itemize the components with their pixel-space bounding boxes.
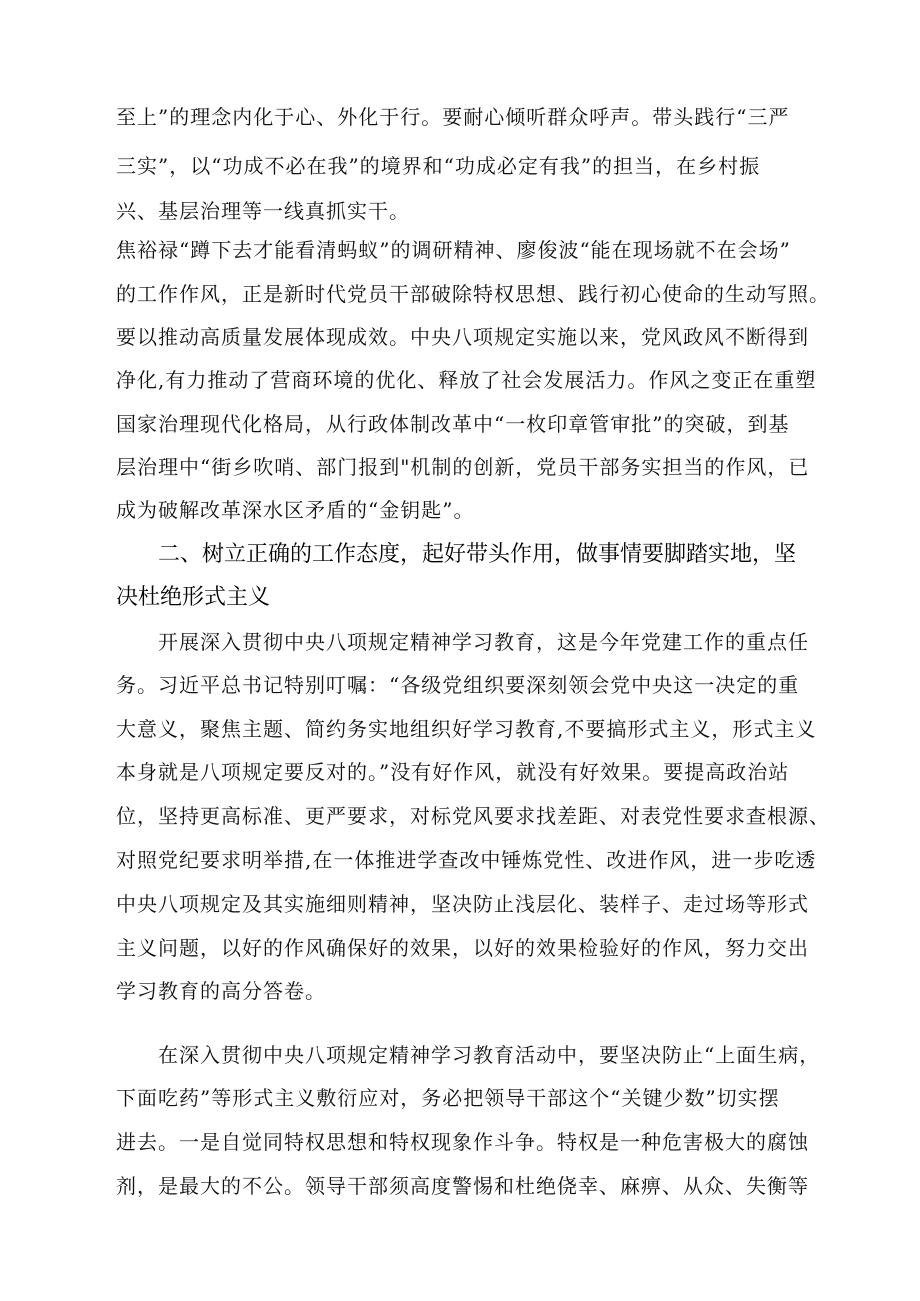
paragraph-line: 学习教育的高分答卷。: [116, 979, 326, 1003]
paragraph-line: 要以推动高质量发展体现成效。中央八项规定实施以来，党风政风不断得到: [116, 325, 809, 349]
paragraph-line: 中央八项规定及其实施细则精神，坚决防止浅层化、装样子、走过场等形式: [116, 892, 809, 916]
paragraph-line: 净化,有力推动了营商环境的优化、释放了社会发展活力。作风之变正在重塑: [116, 368, 817, 392]
paragraph-line: 位，坚持更高标准、更严要求，对标党风要求找差距、对表党性要求查根源、: [116, 804, 830, 828]
paragraph-line: 的工作作风，正是新时代党员干部破除特权思想、践行初心使命的生动写照。: [116, 282, 830, 306]
paragraph-line: 兴、基层治理等一线真抓实干。: [116, 199, 410, 223]
paragraph-line: 三实”，以“功成不必在我”的境界和“功成必定有我”的担当，在乡村振: [116, 154, 761, 178]
paragraph-line: 大意义，聚焦主题、简约务实地组织好学习教育,不要搞形式主义，形式主义: [116, 717, 817, 741]
section-heading-line: 二、树立正确的工作态度，起好带头作用，做事情要脚踏实地，坚: [158, 542, 797, 567]
paragraph-line: 主义问题，以好的作风确保好的效果，以好的效果检验好的作风，努力交出: [116, 936, 809, 960]
paragraph-line: 下面吃药”等形式主义敷衍应对，务必把领导干部这个“关键少数”切实摆: [116, 1086, 780, 1110]
paragraph-line: 在深入贯彻中央八项规定精神学习教育活动中，要坚决防止“上面生病，: [158, 1043, 821, 1067]
paragraph-line: 本身就是八项规定要反对的。”没有好作风，就没有好效果。要提高政治站: [116, 760, 790, 784]
section-heading-line: 决杜绝形式主义: [116, 585, 271, 610]
paragraph-line: 国家治理现代化格局，从行政体制改革中“一枚印章管审批”的突破，到基: [116, 412, 790, 436]
paragraph-line: 焦裕禄“蹲下去才能看清蚂蚁”的调研精神、廖俊波“能在现场就不在会场”: [116, 238, 791, 262]
paragraph-line: 成为破解改革深水区矛盾的“金钥匙”。: [116, 498, 475, 522]
paragraph-line: 开展深入贯彻中央八项规定精神学习教育，这是今年党建工作的重点任: [158, 630, 809, 654]
paragraph-line: 剂，是最大的不公。领导干部须高度警惕和杜绝侥幸、麻痹、从众、失衡等: [116, 1174, 809, 1198]
paragraph-line: 层治理中“街乡吹哨、部门报到"机制的创新，党员干部务实担当的作风，已: [116, 455, 810, 479]
paragraph-line: 务。习近平总书记特别叮嘱：“各级党组织要深刻领会党中央这一决定的重: [116, 673, 800, 697]
paragraph-line: 进去。一是自觉同特权思想和特权现象作斗争。特权是一种危害极大的腐蚀: [116, 1130, 809, 1154]
paragraph-line: 对照党纪要求明举措,在一体推进学查改中锤炼党性、改进作风，进一步吃透: [116, 848, 817, 872]
paragraph-line: 至上”的理念内化于心、外化于行。要耐心倾听群众呼声。带头践行“三严: [116, 105, 790, 129]
